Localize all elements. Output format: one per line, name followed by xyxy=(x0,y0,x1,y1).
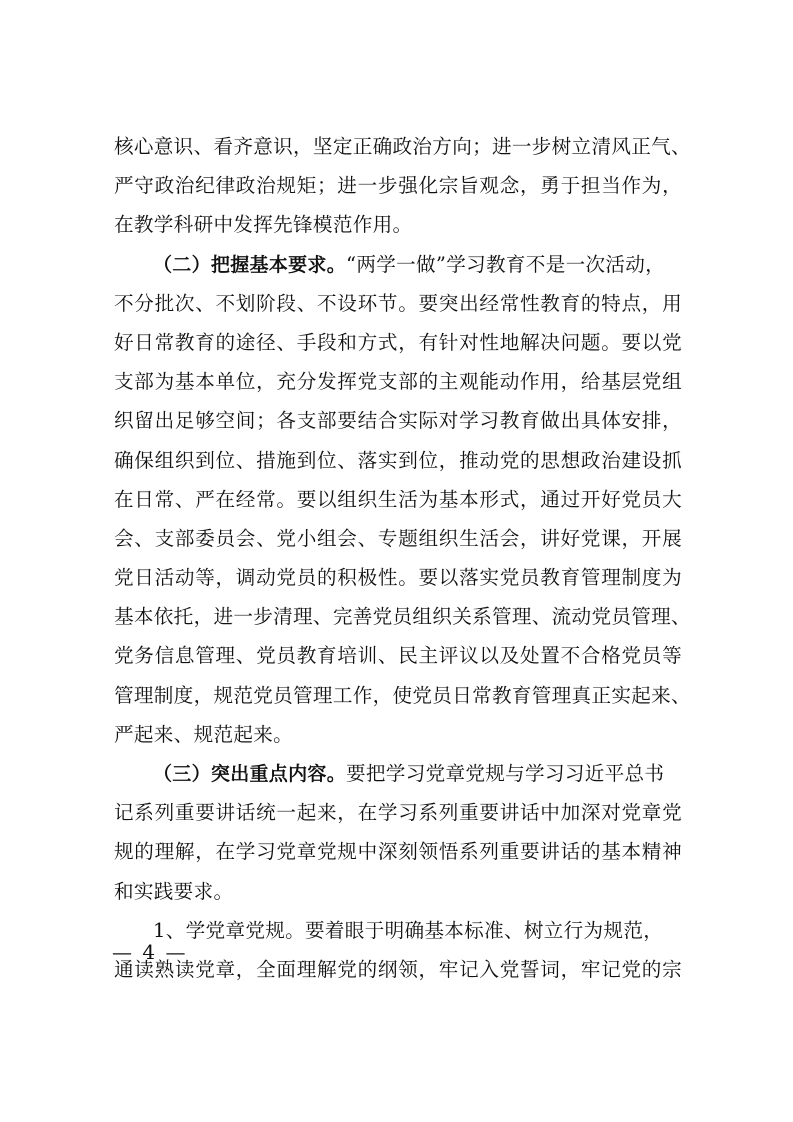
text-line: 和实践要求。 xyxy=(114,879,234,903)
body-text xyxy=(114,127,691,989)
text-line: 通读熟读党章，全面理解党的纲领，牢记入党誓词，牢记党的宗 xyxy=(114,957,682,981)
page-number: — 4 — xyxy=(112,940,188,964)
section-heading-2: （二）把握基本要求。 xyxy=(153,253,347,276)
text-line: 党务信息管理、党员教育培训、民主评议以及处置不合格党员等 xyxy=(114,644,682,668)
text-line: 记系列重要讲话统一起来，在学习系列重要讲话中加深对党章党 xyxy=(114,801,682,825)
text-line: 好日常教育的途径、手段和方式，有针对性地解决问题。要以党 xyxy=(114,330,682,354)
section-heading-3: （三）突出重点内容。 xyxy=(153,763,347,785)
text-line: 基本依托，进一步清理、完善党员组织关系管理、流动党员管理、 xyxy=(114,605,691,629)
text-line: 支部为基本单位，充分发挥党支部的主观能动作用，给基层党组 xyxy=(114,370,682,394)
text-line: 严起来、规范起来。 xyxy=(114,722,294,746)
text-line: 不分批次、不划阶段、不设环节。要突出经常性教育的特点，用 xyxy=(114,291,682,315)
text-line: 确保组织到位、措施到位、落实到位，推动党的思想政治建设抓 xyxy=(114,448,682,472)
text-fragment: “两学一做”学习教育不是一次活动， xyxy=(346,252,666,276)
text-line: 核心意识、看齐意识，坚定正确政治方向；进一步树立清风正气、 xyxy=(114,135,691,158)
paragraph-first-line xyxy=(114,245,682,284)
text-fragment: 要把学习党章党规与学习习近平总书 xyxy=(346,762,665,785)
text-line: 会、支部委员会、党小组会、专题组织生活会，讲好党课，开展 xyxy=(114,526,682,550)
text-line: 在日常、严在经常。要以组织生活为基本形式，通过开好党员大 xyxy=(114,487,682,511)
text-line: 规的理解，在学习党章党规中深刻领悟系列重要讲话的基本精神 xyxy=(114,840,682,864)
text-line: 在教学科研中发挥先锋模范作用。 xyxy=(114,213,413,237)
text-line: 严守政治纪律政治规矩；进一步强化宗旨观念，勇于担当作为， xyxy=(114,174,682,198)
paragraph-first-line xyxy=(114,754,682,793)
text-line: 织留出足够空间；各支部要结合实际对学习教育做出具体安排， xyxy=(114,409,682,433)
paragraph-first-line: 1、学党章党规。要着眼于明确基本标准、树立行为规范， xyxy=(153,918,664,942)
text-line: 管理制度，规范党员管理工作，使党员日常教育管理真正实起来、 xyxy=(114,683,691,707)
text-line: 党日活动等，调动党员的积极性。要以落实党员教育管理制度为 xyxy=(114,566,682,590)
